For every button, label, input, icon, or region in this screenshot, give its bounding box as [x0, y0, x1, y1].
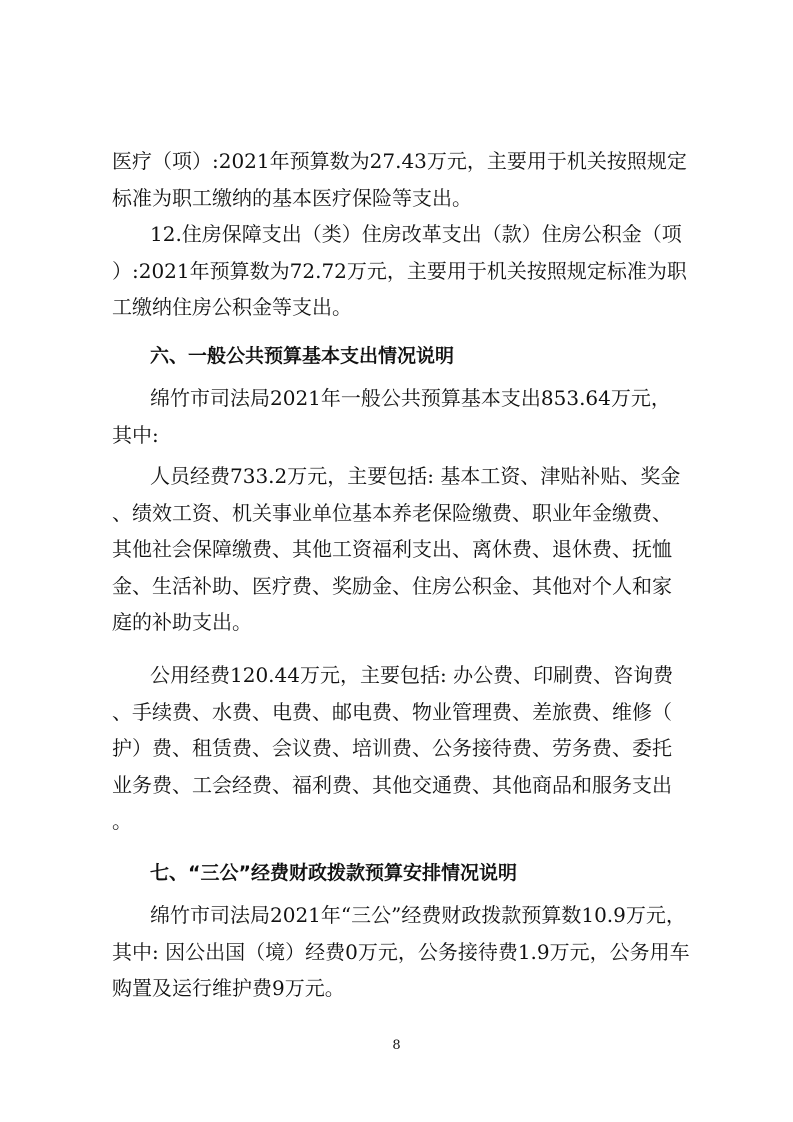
paragraph-housing-fund: 12.住房保障支出（类）住房改革支出（款）住房公积金（项）:2021年预算数为72.72万元，主要用于机关按照规定标准为职工缴纳住房公积金等支出。 [112, 222, 687, 319]
heading-three-public-expenses: 七、“三公”经费财政拨款预算安排情况说明 [150, 862, 517, 884]
paragraph-medical-insurance: 医疗（项）:2021年预算数为27.43万元，主要用于机关按照规定标准为职工缴纳的基本医疗保险等支出。 [112, 149, 687, 210]
paragraph-three-public-expenses: 绵竹市司法局2021年“三公”经费财政拨款预算数10.9万元，其中: 因公出国（境）经费0万元，公务接待费1.9万元，公务用车购置及运行维护费9万元。 [112, 903, 690, 1000]
paragraph-personnel-expenses: 人员经费733.2万元，主要包括: 基本工资、津贴补贴、奖金、绩效工资、机关事业单位基本养老保险缴费、职业年金缴费、其他社会保障缴费、其他工资福利支出、离休费、退休费、抚恤金、生活补助、医疗费、奖励金、住房公积金、其他对个人和家庭的补助支出。 [112, 464, 681, 634]
paragraph-public-expenses: 公用经费120.44万元，主要包括: 办公费、印刷费、咨询费、手续费、水费、电费、邮电费、物业管理费、差旅费、维修（护）费、租赁费、会议费、培训费、公务接待费、劳务费、委托业务费、工会经费、福利费、其他交通费、其他商品和服务支出。 [112, 663, 674, 833]
heading-basic-expenditure: 六、一般公共预算基本支出情况说明 [150, 345, 455, 367]
paragraph-basic-expenditure-total: 绵竹市司法局2021年一般公共预算基本支出853.64万元，其中: [112, 386, 671, 447]
page-number: 8 [392, 1038, 401, 1053]
